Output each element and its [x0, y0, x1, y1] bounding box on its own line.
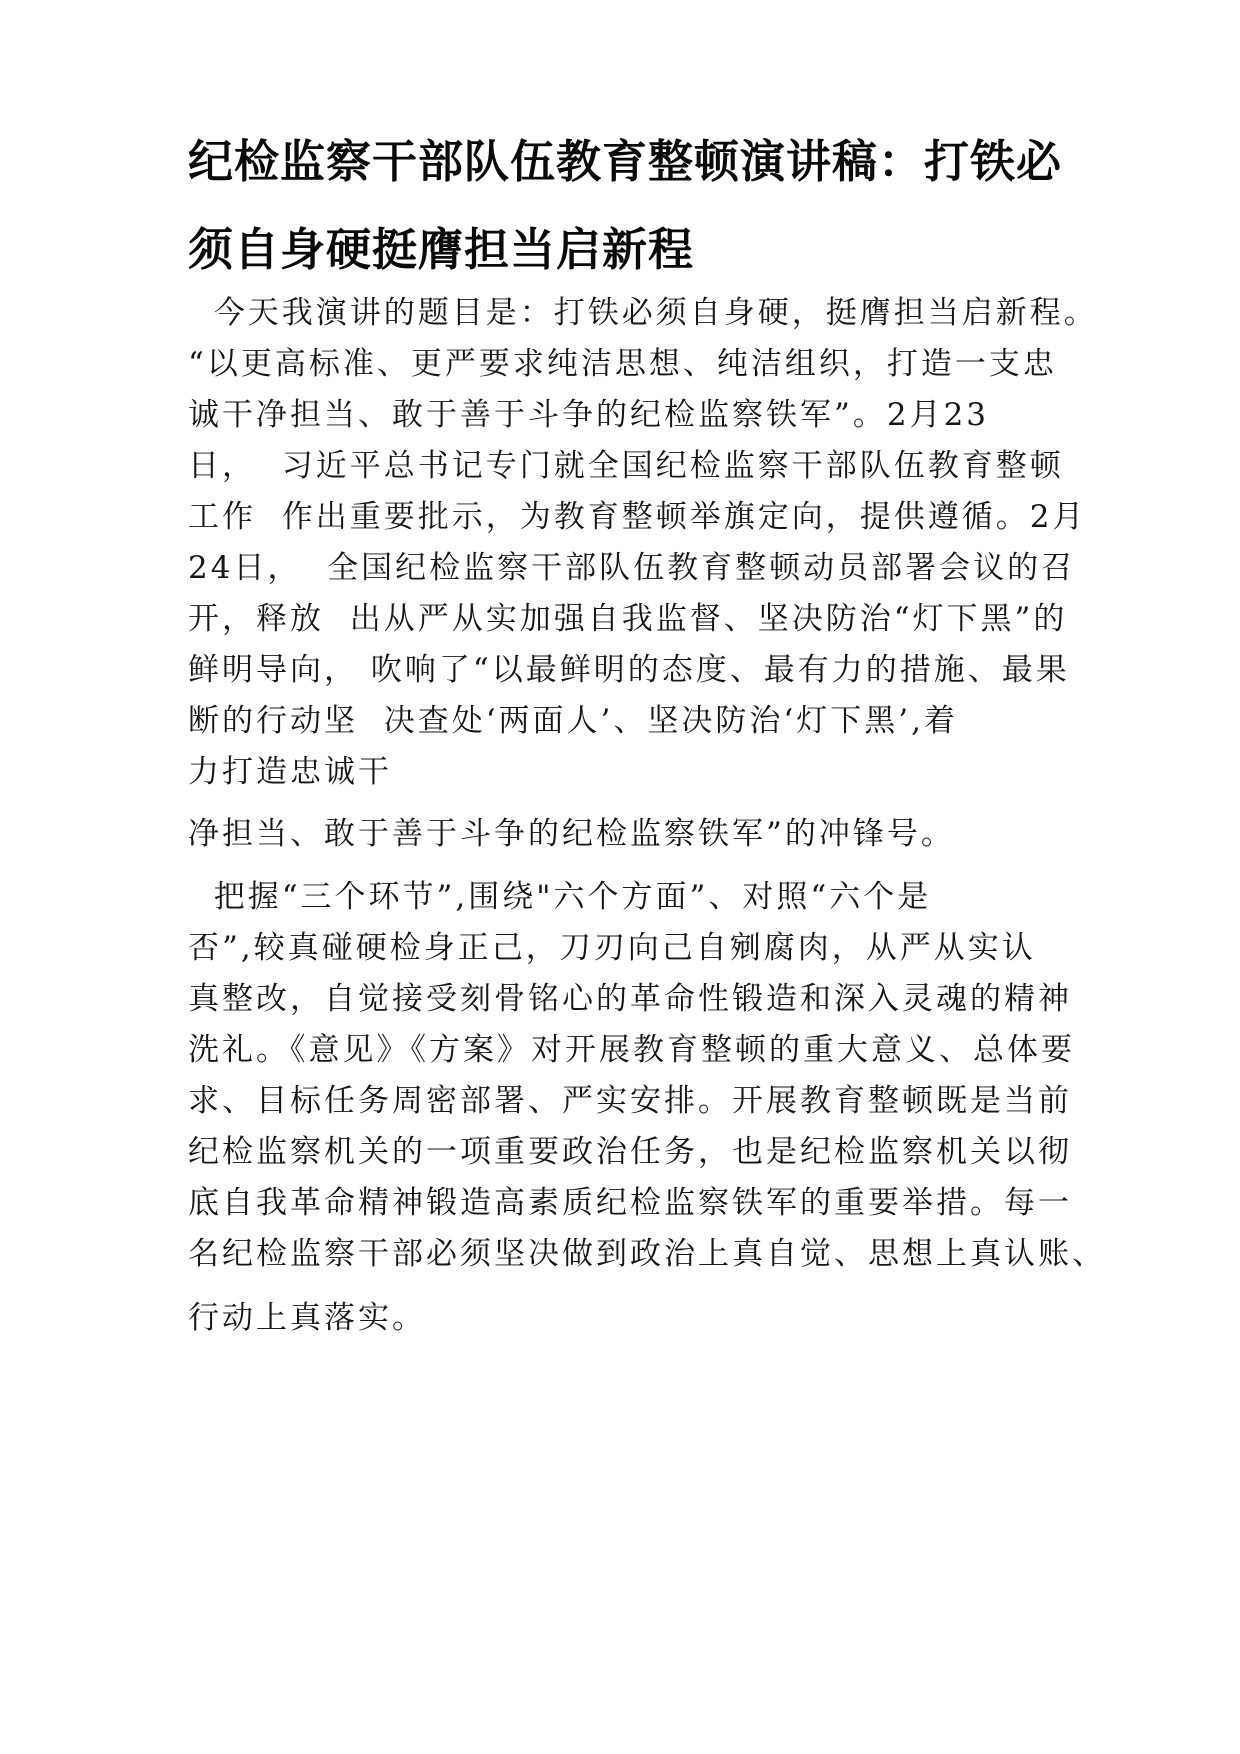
paragraph-2-line: 真整改，自觉接受刻骨铭心的革命性锻造和深入灵魂的精神: [188, 981, 1072, 1017]
paragraph-1-line: 诚干净担当、敢于善于斗争的纪检监察铁军”。2月23: [188, 397, 990, 433]
paragraph-2-tail: 行动上真落实。: [188, 1300, 426, 1336]
paragraph-1-line: “以更高标准、更严要求纯洁思想、纯洁组织，打造一支忠: [188, 346, 1057, 382]
document-title-line-2: 须自身硬挺膺担当启新程: [188, 223, 695, 276]
paragraph-1-line: 开，释放 出从严从实加强自我监督、坚决防治“灯下黑”的: [188, 601, 1068, 637]
paragraph-2-line: 求、目标任务周密部署、严实安排。开展教育整顿既是当前: [188, 1083, 1072, 1119]
paragraph-2-line: 纪检监察机关的一项重要政治任务，也是纪检监察机关以彻: [188, 1134, 1072, 1170]
paragraph-1-line: 断的行动坚 决查处‘两面人’、坚决防治‘灯下黑’,着: [188, 703, 958, 739]
paragraph-1-line: 鲜明导向， 吹响了“以最鲜明的态度、最有力的措施、最果: [188, 652, 1070, 688]
paragraph-2-line: 把握“三个环节”,围绕"六个方面”、对照“六个是: [188, 879, 932, 915]
paragraph-2-line: 洗礼。《意见》《方案》对开展教育整顿的重大意义、总体要: [188, 1032, 1075, 1068]
paragraph-1-line: 日， 习近平总书记专门就全国纪检监察干部队伍教育整顿: [188, 448, 1064, 484]
paragraph-1-line: 工作 作出重要批示，为教育整顿举旗定向，提供遵循。2月: [188, 499, 1087, 535]
paragraph-2-line: 名纪检监察干部必须坚决做到政治上真自觉、思想上真认账、: [188, 1236, 1106, 1272]
paragraph-2-line: 否”,较真碰硬检身正己，刀刃向己自剜腐肉，从严从实认: [188, 930, 1036, 966]
paragraph-1-line: 今天我演讲的题目是：打铁必须自身硬，挺膺担当启新程。: [188, 295, 1098, 331]
paragraph-1-line: 力打造忠诚干: [188, 754, 392, 790]
document-title-line-1: 纪检监察干部队伍教育整顿演讲稿：打铁必: [188, 135, 1063, 188]
paragraph-2-line: 底自我革命精神锻造高素质纪检监察铁军的重要举措。每一: [188, 1185, 1072, 1221]
paragraph-1-line: 24日， 全国纪检监察干部队伍教育整顿动员部署会议的召: [188, 550, 1076, 586]
paragraph-1-tail: 净担当、敢于善于斗争的纪检监察铁军”的冲锋号。: [188, 816, 955, 852]
